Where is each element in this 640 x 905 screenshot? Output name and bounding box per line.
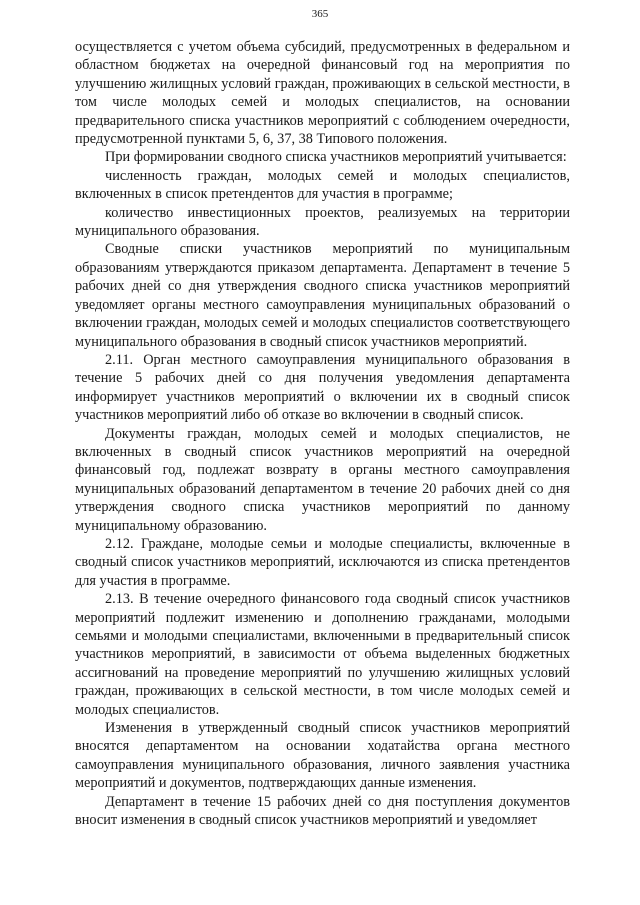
paragraph-1: осуществляется с учетом объема субсидий, предусмотренных в федеральном и областном бюджетах на очередной финансовый год на мероприятия по улучшению жилищных условий граждан, проживающих в сельской местности, в том числе молодых семей и молодых специалистов, на основании предварительного списка участников мероприятий с соблюдением очередности, предусмотренной пунктами 5, 6, 37, 38 Типового положения. <box>75 39 570 148</box>
paragraph-7: Документы граждан, молодых семей и молодых специалистов, не включенных в сводный список участников мероприятий на очередной финансовый год, подлежат возврату в органы местного самоуправления муниципальных образований департаментом в течение 20 рабочих дней со дня утверждения сводного списка участников мероприятий по данному муниципальному образованию. <box>75 425 570 534</box>
paragraph-11: Департамент в течение 15 рабочих дней со дня поступления документов вносит изменения в сводный список участников мероприятий и уведомляет <box>75 793 570 829</box>
paragraph-9-item-2-13: 2.13. В течение очередного финансового года сводный список участников мероприятий подлежит изменению и дополнению гражданами, молодыми семьями и молодыми специалистами, включенными в предварительный список участников мероприятий, в зависимости от объема выделенных бюджетных ассигнований на проведение мероприятий по улучшению жилищных условий граждан, проживающих в сельской местности, в том числе молодых семей и молодых специалистов. <box>75 591 570 718</box>
paragraph-6-item-2-11: 2.11. Орган местного самоуправления муниципального образования в течение 5 рабочих дней со дня получения уведомления департамента информирует участников мероприятий о включении их в сводный список участников мероприятий либо об отказе во включении в сводный список. <box>75 351 570 424</box>
paragraph-4: количество инвестиционных проектов, реализуемых на территории муниципального образования. <box>75 204 570 240</box>
document-body <box>75 38 570 829</box>
paragraph-10: Изменения в утвержденный сводный список участников мероприятий вносятся департаментом на основании ходатайства органа местного самоуправления муниципального образования, личного заявления участника мероприятий и документов, подтверждающих данные изменения. <box>75 720 570 792</box>
paragraph-3: численность граждан, молодых семей и молодых специалистов, включенных в список претендентов для участия в программе; <box>75 167 570 203</box>
paragraph-8-item-2-12: 2.12. Граждане, молодые семьи и молодые специалисты, включенные в сводный список участников мероприятий, исключаются из списка претендентов для участия в программе. <box>75 535 570 589</box>
page-number: 365 <box>311 8 329 20</box>
paragraph-5: Сводные списки участников мероприятий по муниципальным образованиям утверждаются приказом департамента. Департамент в течение 5 рабочих дней со дня утверждения сводного списка участников мероприятий уведомляет органы местного самоуправления муниципальных образований о включении граждан, молодых семей и молодых специалистов соответствующего муниципального образования в сводный список участников мероприятий. <box>75 241 570 350</box>
paragraph-2: При формировании сводного списка участников мероприятий учитывается: <box>105 149 567 166</box>
